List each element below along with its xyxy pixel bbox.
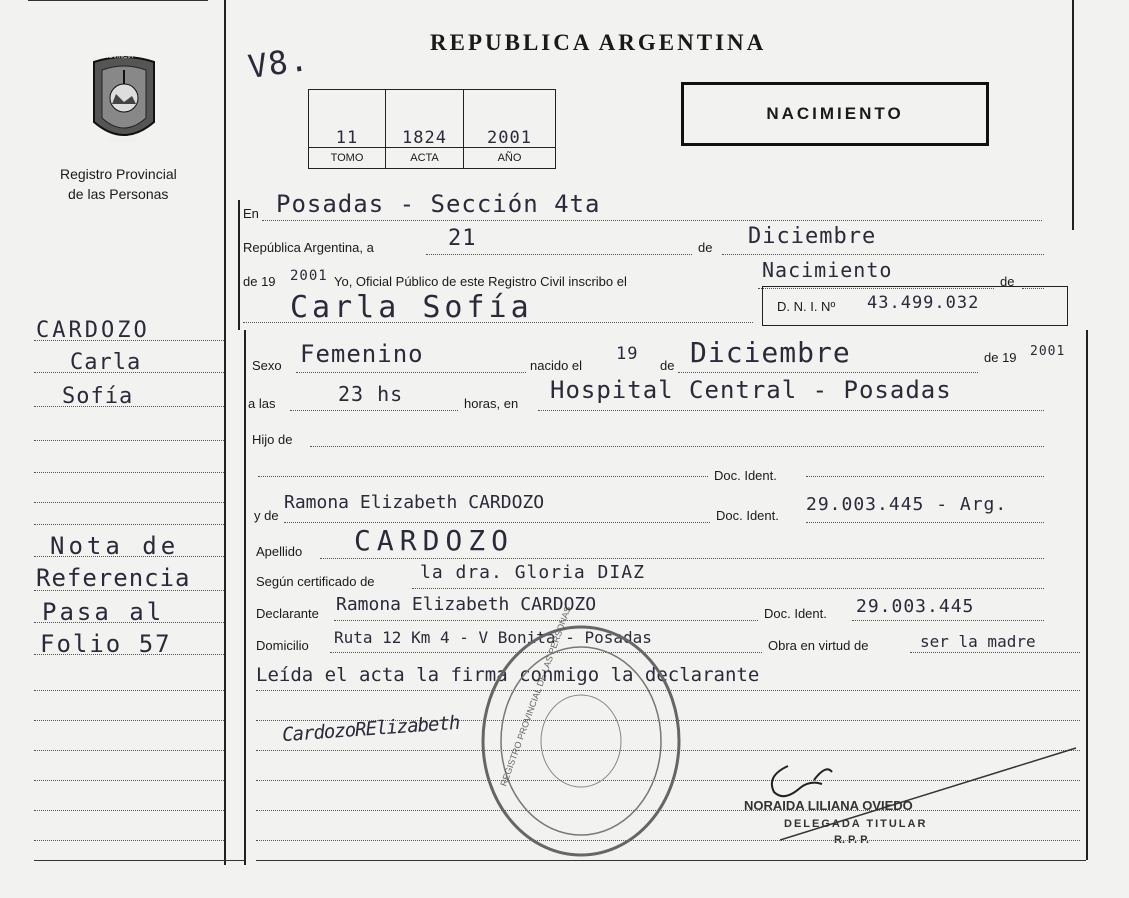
official-stamp-icon — [478, 604, 684, 860]
margin-given-name-1: Carla — [70, 350, 142, 375]
bottom-rule-right — [256, 860, 1086, 861]
inner-left-border — [244, 330, 246, 865]
margin-note-line3: Pasa al — [42, 598, 165, 626]
birth-year-value: 2001 — [1030, 344, 1066, 359]
obra-label: Obra en virtud de — [768, 638, 869, 653]
tomo-value: 11 — [335, 128, 359, 148]
doc-ident-label: Doc. Ident. — [714, 468, 777, 483]
doc2-label: Doc. Ident. — [716, 508, 779, 523]
left-column-border — [224, 0, 226, 865]
republica-label: República Argentina, a — [243, 240, 374, 255]
mother-doc-value: 29.003.445 - Arg. — [806, 494, 1008, 515]
yde-label: y de — [254, 508, 279, 523]
province-seal-icon — [82, 52, 166, 148]
bottom-rule-left — [34, 860, 244, 861]
segun-value: la dra. Gloria DIAZ — [420, 562, 645, 583]
dni-label: D. N. I. Nº — [777, 299, 836, 314]
official-name: NORAIDA LILIANA OVIEDO — [744, 798, 913, 813]
horas-label: horas, en — [464, 396, 519, 411]
en-value: Posadas - Sección 4ta — [276, 190, 601, 218]
declarante-label: Declarante — [256, 606, 319, 621]
year-value: 2001 — [290, 268, 328, 284]
acta-cell — [386, 90, 464, 168]
leida-value: Leída el acta la firma conmigo la declarante — [256, 664, 760, 686]
official-title: DELEGADA TITULAR — [784, 818, 928, 830]
document-type-label: NACIMIENTO — [766, 104, 904, 123]
domicilio-label: Domicilio — [256, 638, 309, 653]
margin-note-line4: Folio 57 — [40, 630, 172, 658]
stamp-ring-text: REGISTRO PROVINCIAL DE LAS PERSONAS — [498, 604, 573, 788]
sexo-value: Femenino — [300, 340, 424, 368]
yo-text: Yo, Oficial Público de este Registro Civil inscribo el — [334, 274, 627, 289]
registry-name-line2: de las Personas — [68, 186, 169, 202]
hora-value: 23 hs — [338, 382, 404, 406]
country-title: REPUBLICA ARGENTINA — [430, 30, 767, 55]
segun-label: Según certificado de — [256, 574, 375, 589]
nacido-label: nacido el — [530, 358, 583, 373]
dni-value: 43.499.032 — [867, 293, 980, 313]
right-page-border — [1072, 0, 1074, 230]
inner-right-border — [1086, 330, 1088, 860]
lugar-value: Hospital Central - Posadas — [550, 376, 952, 404]
form-left-border — [238, 200, 240, 330]
seal-bottom-text: MISIONES — [106, 138, 136, 144]
apellido-label: Apellido — [256, 544, 303, 559]
ano-cell — [464, 90, 555, 168]
name-value: Carla Sofía — [290, 290, 533, 325]
day-value: 21 — [448, 226, 477, 251]
margin-note-line2: Referencia — [36, 564, 191, 592]
tomo-label: TOMO — [309, 147, 385, 168]
birth-month-value: Diciembre — [690, 336, 851, 369]
de-end-label: de — [1000, 274, 1015, 289]
dni-box — [762, 286, 1068, 326]
acta-value: 1824 — [402, 128, 447, 148]
de2-label: de — [660, 358, 675, 373]
declarante-doc-value: 29.003.445 — [856, 596, 975, 617]
record-number-box — [308, 89, 556, 169]
month-value: Diciembre — [748, 224, 877, 249]
alas-label: a las — [248, 396, 276, 411]
margin-given-name-2: Sofía — [62, 384, 134, 409]
hijo-label: Hijo de — [252, 432, 293, 447]
handwritten-mark: V8. — [245, 39, 312, 87]
birth-day-value: 19 — [616, 344, 639, 364]
obra-value: ser la madre — [920, 632, 1036, 651]
apellido-value: CARDOZO — [354, 524, 515, 557]
declarant-signature: CardozoRElizabeth — [281, 711, 461, 747]
sexo-label: Sexo — [252, 358, 282, 373]
ano-label: AÑO — [464, 147, 555, 168]
inscribo-value: Nacimiento — [762, 258, 893, 282]
de19-label: de 19 — [243, 274, 276, 289]
de-label: de — [698, 240, 713, 255]
declarante-value: Ramona Elizabeth CARDOZO — [336, 594, 597, 615]
seal-top-text: PROVINCIA — [100, 54, 134, 60]
acta-label: ACTA — [386, 147, 463, 168]
en-label: En — [243, 206, 259, 221]
mother-value: Ramona Elizabeth CARDOZO — [284, 492, 545, 513]
de3-label: de 19 — [984, 350, 1017, 365]
margin-surname: CARDOZO — [36, 318, 150, 343]
document-type-box — [681, 82, 989, 146]
top-rule — [28, 0, 208, 1]
ano-value: 2001 — [487, 128, 532, 148]
doc3-label: Doc. Ident. — [764, 606, 827, 621]
tomo-cell — [309, 90, 386, 168]
domicilio-value: Ruta 12 Km 4 - V Bonita - Posadas — [334, 628, 652, 647]
official-org: R. P. P. — [834, 834, 870, 846]
margin-note-line1: Nota de — [50, 532, 180, 560]
registry-name-line1: Registro Provincial — [60, 166, 177, 182]
